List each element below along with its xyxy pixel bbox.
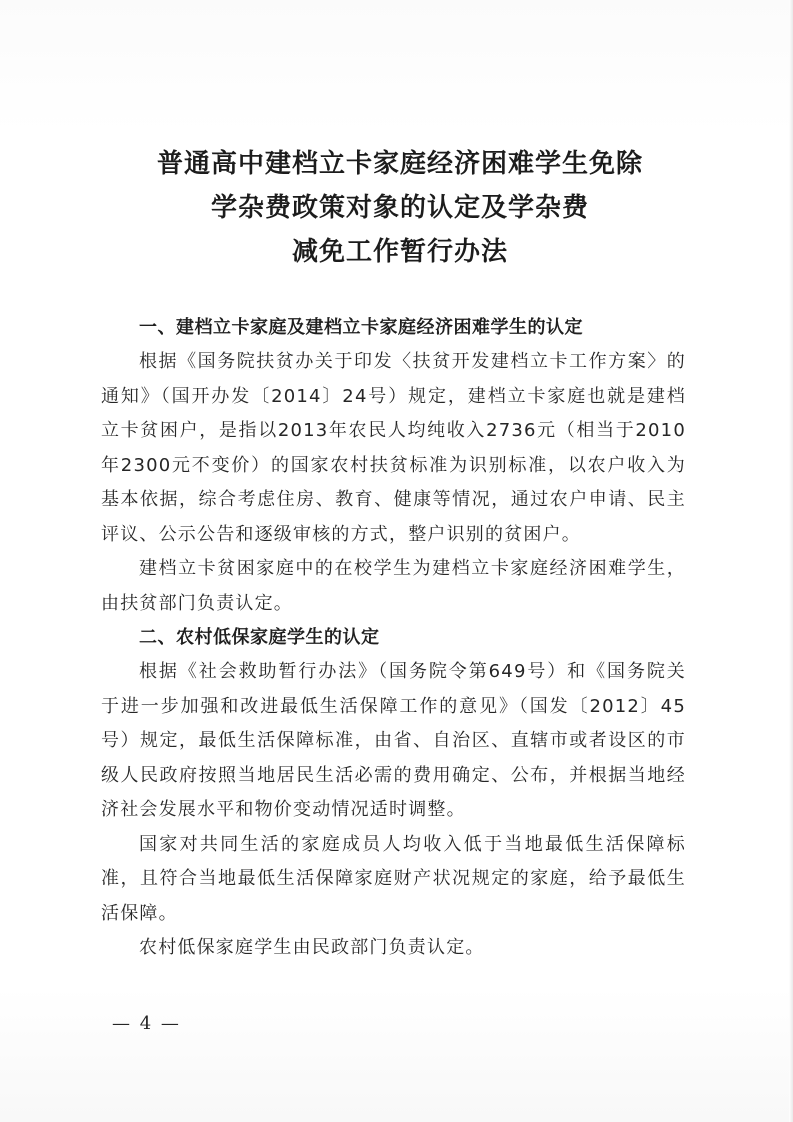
paragraph: 农村低保家庭学生由民政部门负责认定。	[139, 937, 485, 958]
page-number: — 4 —	[112, 1013, 181, 1034]
section-heading: 二、农村低保家庭学生的认定	[139, 627, 380, 648]
page-edge-shadow	[789, 0, 793, 1122]
title-line-3: 减免工作暂行办法	[291, 237, 508, 267]
title-line-2: 学杂费政策对象的认定及学杂费	[210, 193, 589, 223]
section-heading: 一、建档立卡家庭及建档立卡家庭经济困难学生的认定	[139, 317, 583, 338]
document-body	[101, 311, 686, 966]
title-line-1: 普通高中建档立卡家庭经济困难学生免除	[156, 149, 643, 179]
paragraph: 根据《国务院扶贫办关于印发〈扶贫开发建档立卡工作方案〉的通知》（国开办发〔2014〕24号）规定，建档立卡家庭也就是建档立卡贫困户，是指以2013年农民人均纯收入2736元（相当于2010年2300元不变价）的国家农村扶贫标准为识别标准，以农户收入为基本依据，综合考虑住房、教育、健康等情况，通过农户申请、民主评议、公示公告和逐级审核的方式，整户识别的贫困户。	[101, 351, 686, 545]
paragraph: 根据《社会救助暂行办法》（国务院令第649号）和《国务院关于进一步加强和改进最低生活保障工作的意见》（国发〔2012〕45号）规定，最低生活保障标准，由省、自治区、直辖市或者设区的市级人民政府按照当地居民生活必需的费用确定、公布，并根据当地经济社会发展水平和物价变动情况适时调整。	[101, 661, 686, 820]
document-title	[60, 142, 740, 274]
paragraph: 国家对共同生活的家庭成员人均收入低于当地最低生活保障标准，且符合当地最低生活保障家庭财产状况规定的家庭，给予最低生活保障。	[101, 833, 686, 924]
paragraph: 建档立卡贫困家庭中的在校学生为建档立卡家庭经济困难学生，由扶贫部门负责认定。	[101, 558, 686, 614]
section-1	[101, 311, 686, 621]
section-2	[101, 621, 686, 966]
